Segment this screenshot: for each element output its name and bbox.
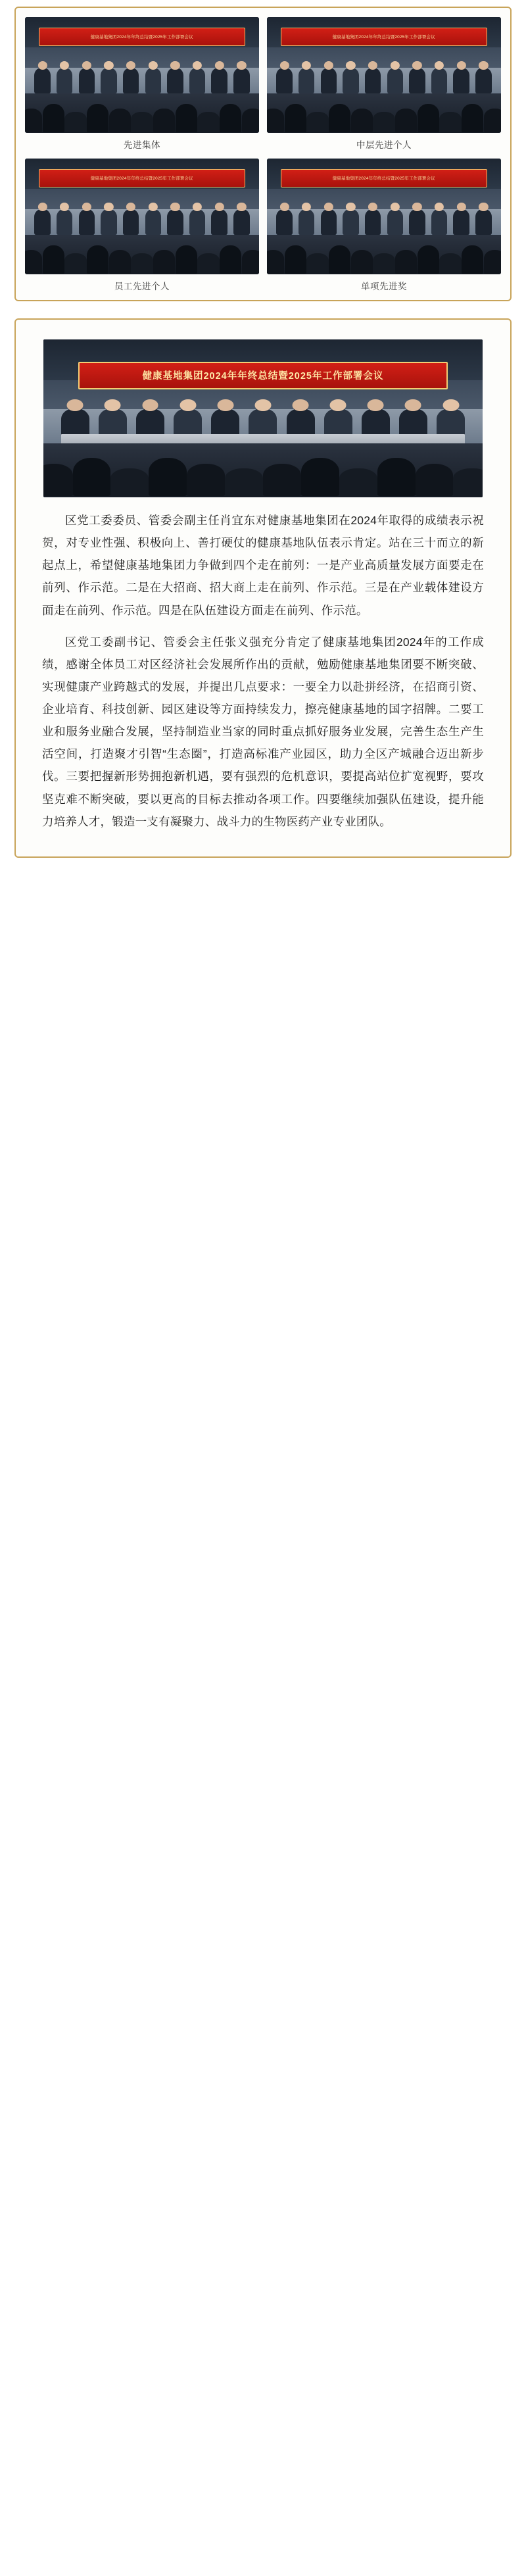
page-root (0, 0, 526, 858)
stage-banner (39, 169, 245, 187)
stage-banner (281, 169, 487, 187)
photo-cell[interactable] (267, 159, 501, 293)
stage-people (276, 205, 492, 235)
audience-decor (25, 93, 259, 133)
photo-cell[interactable] (25, 159, 259, 293)
hero-photo-wrap (25, 329, 501, 497)
photo-cell[interactable] (25, 17, 259, 152)
conference-photo[interactable] (267, 17, 501, 133)
award-photos-card (14, 7, 512, 301)
conference-photo[interactable] (25, 159, 259, 274)
audience-decor (43, 443, 483, 497)
audience-decor (25, 235, 259, 274)
photo-caption: 单项先进奖 (361, 282, 407, 291)
stage-banner-text: 健康基地集团2024年年终总结暨2025年工作部署会议 (142, 371, 384, 382)
hero-conference-photo[interactable] (43, 339, 483, 497)
article-body (25, 497, 501, 850)
stage-banner-text: 健康基地集团2024年年终总结暨2025年工作部署会议 (91, 176, 193, 181)
photo-caption: 员工先进个人 (114, 282, 170, 291)
stage-banner-text: 健康基地集团2024年年终总结暨2025年工作部署会议 (333, 35, 435, 39)
stage-people (34, 205, 250, 235)
photo-caption: 先进集体 (124, 140, 160, 150)
stage-banner (281, 28, 487, 46)
stage-people (276, 63, 492, 93)
article-paragraph: 区党工委委员、管委会副主任肖宜东对健康基地集团在2024年取得的成绩表示祝贺，对专业性强、积极向上、善打硬仗的健康基地队伍表示肯定。站在三十而立的新起点上，希望健康基地集团力争做到四个走在前列：一是产业高质量发展方面要走在前列、作示范。二是在大招商、招大商上走在前列、作示范。三是在产业载体建设方面走在前列、作示范。四是在队伍建设方面走在前列、作示范。 (42, 514, 484, 617)
stage-people (34, 63, 250, 93)
audience-decor (267, 235, 501, 274)
conference-photo[interactable] (267, 159, 501, 274)
stage-banner (78, 362, 447, 389)
conference-photo[interactable] (25, 17, 259, 133)
photo-cell[interactable] (267, 17, 501, 152)
article-card (14, 318, 512, 858)
stage-banner (39, 28, 245, 46)
article-paragraph: 区党工委副书记、管委会主任张义强充分肯定了健康基地集团2024年的工作成绩，感谢全体员工对区经济社会发展所作出的贡献，勉励健康基地集团要不断突破、实现健康产业跨越式的发展，并提出几点要求：一要全力以赴拼经济，在招商引资、企业培育、科技创新、园区建设等方面持续发力，擦亮健康基地的国字招牌。二要工业和服务业融合发展，坚持制造业当家的同时重点抓好服务业发展，完善生态生产生活空间，打造聚才引智“生态圈”，打造高标准产业园区，助力全区产城融合迈出新步伐。三要把握新形势拥抱新机遇，要有强烈的危机意识，要提高站位扩宽视野，要攻坚克难不断突破，要以更高的目标去推动各项工作。四要继续加强队伍建设，提升能力培养人才，锻造一支有凝聚力、战斗力的生物医药产业专业团队。 (42, 635, 484, 828)
photo-caption: 中层先进个人 (356, 140, 412, 150)
photo-grid (25, 17, 501, 293)
stage-banner-text: 健康基地集团2024年年终总结暨2025年工作部署会议 (91, 35, 193, 39)
audience-decor (267, 93, 501, 133)
stage-banner-text: 健康基地集团2024年年终总结暨2025年工作部署会议 (333, 176, 435, 181)
